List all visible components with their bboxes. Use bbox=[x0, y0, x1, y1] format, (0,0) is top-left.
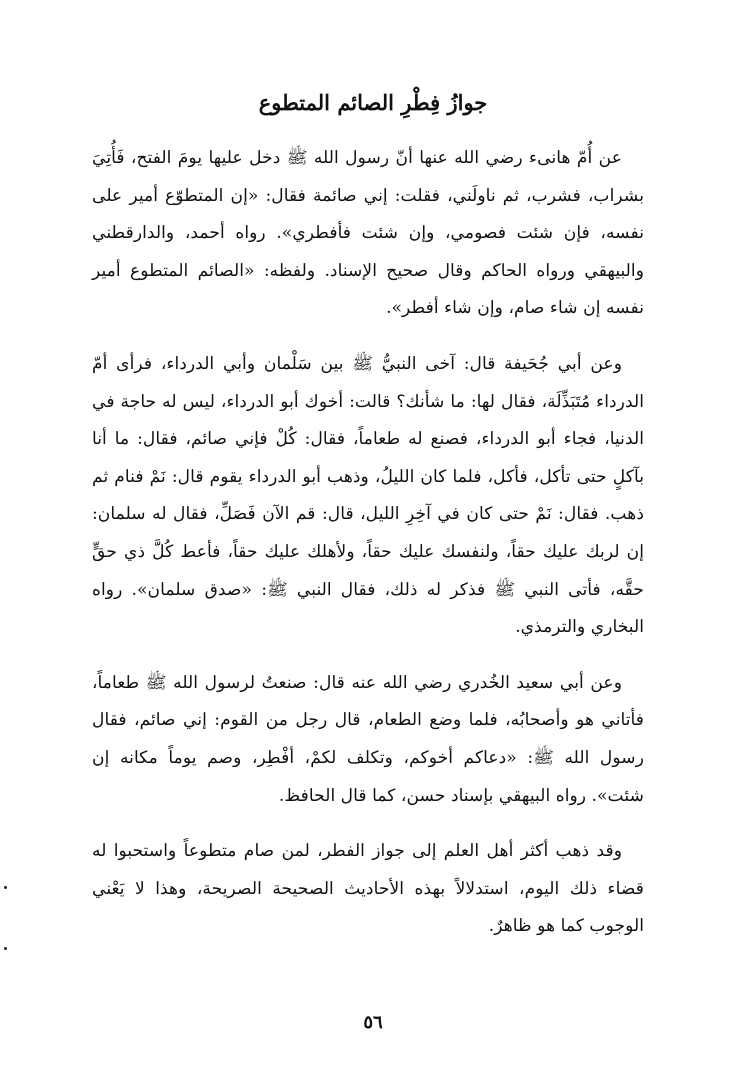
paragraph-conclusion: وقد ذهب أكثر أهل العلم إلى جواز الفطر، لمن صام متطوعاً واستحبوا له قضاء ذلك اليوم، استدلالاً بهذه الأحاديث الصحيحة الصريحة، وهذا لا يَعْني الوجوب كما هو ظاهرٌ. bbox=[92, 841, 644, 937]
paragraph-umm-hani: عن أُمّ هانىء رضي الله عنها أنّ رسول الله ﷺ دخل عليها يومَ الفتح، فَأُتِيَ بشراب، فشرب، ثم ناولَني، فقلت: إني صائمة فقال: «إن المتطوّع أمير على نفسه، فإن شئت فصومي، وإن شئت فأفطري». رواه أحمد، والدارقطني والبيهقي ورواه الحاكم وقال صحيح الإسناد. ولفظه: «الصائم المتطوع أمير نفسه إن شاء صام، وإن شاء أفطر». bbox=[92, 148, 644, 319]
body-text bbox=[92, 140, 644, 946]
paragraph-abu-juhayfa: وعن أبي جُحَيفة قال: آخى النبيُّ ﷺ بين سَلْمان وأبي الدرداء، فرأى أمّ الدرداء مُتَبَذِّلَة، فقال لها: ما شأنك؟ قالت: أخوك أبو الدرداء، ليس له حاجة في الدنيا، فجاء أبو الدرداء، فصنع له طعاماً، فقال: كُلْ فإني صائم، فقال: ما أنا بآكلٍ حتى تأكل، فأكل، فلما كان الليلُ، وذهب أبو الدرداء يقوم قال: نَمْ فنام ثم ذهب. فقال: نَمْ حتى كان في آخِرِ الليل، قال: قم الآن فَصَلِّ، فقال له سلمان: إن لربك عليك حقاً، ولنفسك عليك حقاً، ولأهلك عليك حقاً، فأعط كُلَّ ذي حقٍّ حقَّه، فأتى النبي ﷺ فذكر له ذلك، فقال النبي ﷺ: «صدق سلمان». رواه البخاري والترمذي. bbox=[92, 353, 644, 638]
section-title: جوازُ فِطْرِ الصائم المتطوع bbox=[258, 90, 488, 115]
page-number: ٥٦ bbox=[363, 1012, 383, 1033]
edge-dot-mark bbox=[4, 886, 7, 889]
paragraph-abu-said: وعن أبي سعيد الخُدري رضي الله عنه قال: صنعتُ لرسول الله ﷺ طعاماً، فأتاني هو وأصحابُه، فلما وضع الطعام، قال رجل من القوم: إني صائم، فقال رسول الله ﷺ: «دعاكم أخوكم، وتكلف لكمْ، أفْطِر، وصم يوماً مكانه إن شئت». رواه البيهقي بإسناد حسن، كما قال الحافظ. bbox=[92, 672, 644, 806]
edge-dot-mark bbox=[4, 947, 7, 950]
